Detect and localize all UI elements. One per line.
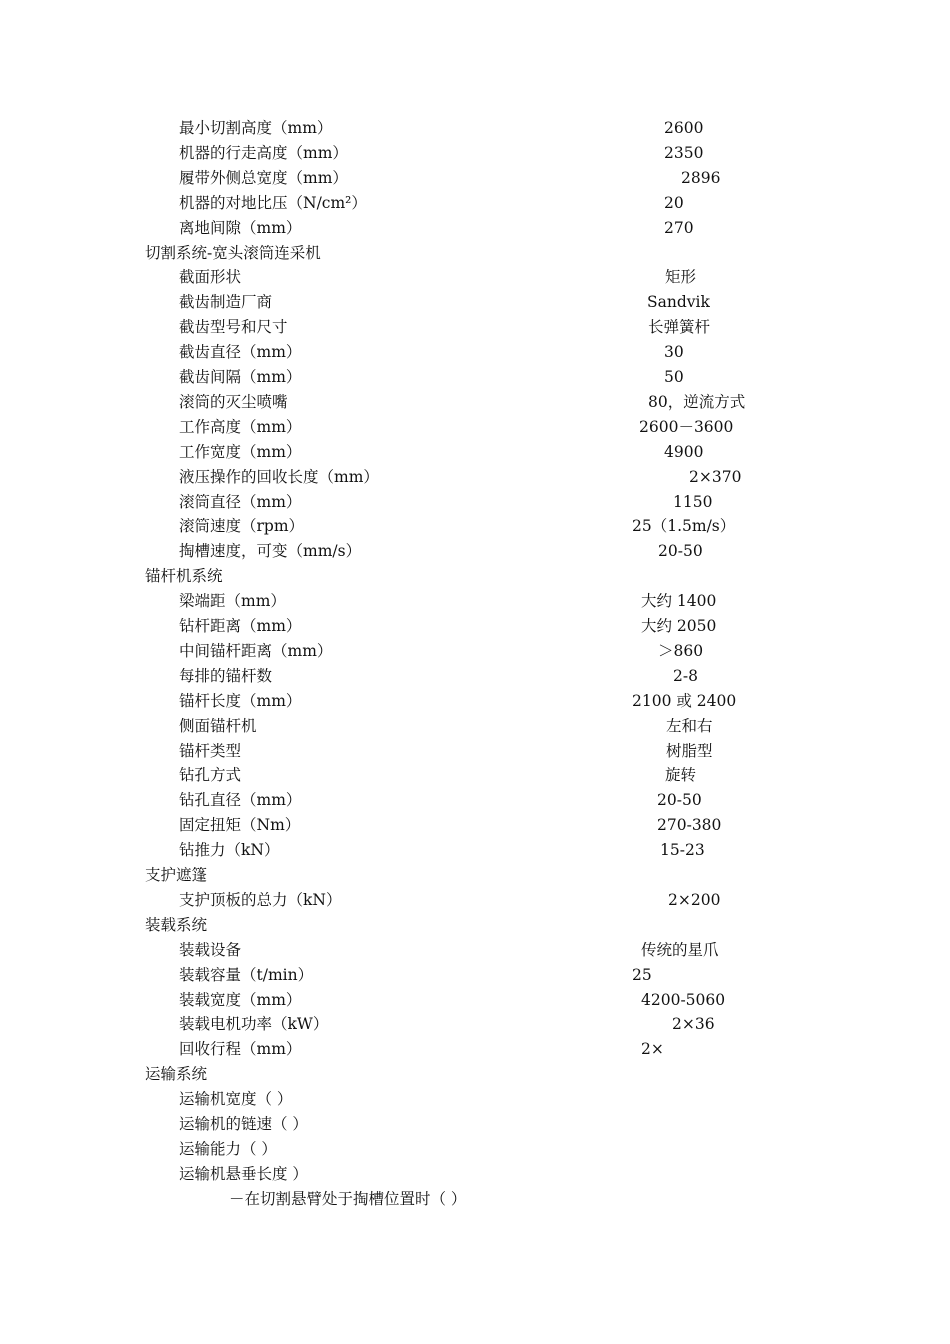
section-title: 锚杆机系统 [145, 567, 223, 586]
spec-row [0, 490, 950, 514]
spec-label: 截面形状 [179, 268, 242, 287]
spec-label: 滚筒的灭尘喷嘴 [179, 392, 288, 411]
spec-row [0, 166, 950, 190]
spec-row [0, 988, 950, 1012]
spec-label: 截齿型号和尺寸 [179, 318, 288, 337]
spec-label: 运输能力（ ） [179, 1139, 277, 1158]
spec-label: 掏槽速度，可变（mm/s） [179, 542, 362, 561]
spec-value: 大约 2050 [641, 617, 717, 635]
spec-row [0, 813, 950, 837]
spec-value: 270-380 [657, 816, 722, 835]
spec-label: －在切割悬臂处于掏槽位置时（ ） [229, 1189, 467, 1208]
spec-row [0, 639, 950, 663]
spec-value: 30 [664, 343, 684, 362]
spec-value: 2100 或 2400 [632, 691, 737, 710]
spec-label: 支护顶板的总力（kN） [179, 890, 342, 909]
spec-row [0, 1087, 950, 1111]
spec-row [0, 340, 950, 364]
spec-label: 中间锚杆距离（mm） [179, 641, 333, 660]
spec-value: 2× [641, 1040, 664, 1059]
spec-label: 机器的行走高度（mm） [179, 143, 348, 162]
spec-label: 工作宽度（mm） [179, 442, 302, 461]
spec-row [0, 838, 950, 862]
spec-row [0, 141, 950, 165]
spec-value: 矩形 [665, 268, 697, 287]
spec-row [0, 465, 950, 489]
spec-label: 装载宽度（mm） [179, 990, 302, 1009]
spec-row [0, 689, 950, 713]
spec-value: 2×370 [689, 467, 742, 486]
spec-label: 滚筒速度（rpm） [179, 517, 305, 536]
spec-label: 运输机的链速（ ） [179, 1115, 308, 1133]
spec-row [0, 1112, 950, 1136]
spec-row [0, 938, 950, 962]
spec-label: 工作高度（mm） [179, 417, 302, 436]
spec-value: 4200-5060 [641, 990, 726, 1009]
spec-value: 大约 1400 [641, 592, 717, 611]
spec-label: 液压操作的回收长度（mm） [179, 467, 379, 486]
section-title: 运输系统 [145, 1065, 208, 1084]
spec-row [0, 216, 950, 240]
spec-row [0, 963, 950, 987]
spec-value: 80，逆流方式 [648, 392, 746, 411]
spec-label: 梁端距（mm） [179, 592, 286, 611]
spec-value: 20-50 [658, 542, 703, 561]
spec-row [0, 390, 950, 414]
spec-label: 运输机宽度（ ） [179, 1090, 293, 1109]
spec-row [0, 365, 950, 389]
spec-row [0, 763, 950, 787]
spec-value: Sandvik [647, 293, 710, 312]
spec-label: 钻推力（kN） [179, 841, 280, 860]
spec-row [0, 1037, 950, 1061]
spec-label: 装载电机功率（kW） [179, 1015, 329, 1034]
section-heading [0, 863, 950, 887]
spec-label: 钻孔方式 [179, 766, 242, 785]
spec-value: 4900 [664, 442, 704, 461]
section-heading [0, 1062, 950, 1086]
spec-row [0, 539, 950, 563]
spec-row [0, 265, 950, 289]
spec-label: 滚筒直径（mm） [179, 492, 302, 511]
spec-row [0, 739, 950, 763]
spec-row [0, 1012, 950, 1036]
spec-label: 锚杆类型 [179, 741, 242, 760]
spec-value: 15-23 [660, 841, 705, 860]
spec-label: 钻杆距离（mm） [179, 617, 302, 635]
spec-value: 旋转 [665, 766, 697, 785]
section-heading [0, 241, 950, 265]
spec-value: 25（1.5m/s） [632, 517, 736, 536]
section-title: 装载系统 [145, 915, 208, 934]
spec-row [0, 415, 950, 439]
section-title: 支护遮篷 [145, 866, 208, 884]
spec-value: 2896 [681, 168, 721, 187]
spec-label: 固定扭矩（Nm） [179, 816, 301, 835]
spec-value: 25 [632, 965, 652, 984]
spec-value: 20 [664, 193, 684, 212]
spec-row [0, 315, 950, 339]
spec-label: 截齿直径（mm） [179, 343, 302, 362]
spec-value: 270 [664, 218, 694, 237]
spec-label: 截齿间隔（mm） [179, 368, 302, 386]
section-title: 切割系统-宽头滚筒连采机 [145, 243, 321, 262]
spec-label: 回收行程（mm） [179, 1040, 302, 1059]
spec-value: 2600 [664, 119, 704, 137]
section-heading [0, 913, 950, 937]
spec-row [0, 1137, 950, 1161]
spec-label: 锚杆长度（mm） [179, 691, 302, 710]
spec-label: 侧面锚杆机 [179, 716, 257, 735]
spec-row [0, 116, 950, 140]
spec-label: 最小切割高度（mm） [179, 119, 333, 137]
spec-label: 装载容量（t/min） [179, 965, 314, 984]
spec-row [0, 290, 950, 314]
spec-value: 2×200 [668, 890, 721, 909]
spec-row [0, 589, 950, 613]
spec-value: ＞860 [658, 641, 704, 660]
spec-label: 离地间隙（mm） [179, 218, 302, 237]
spec-label: 截齿制造厂商 [179, 293, 273, 312]
spec-value: 2-8 [673, 666, 698, 685]
spec-value: 长弹簧杆 [648, 318, 711, 337]
spec-value: 传统的星爪 [641, 940, 719, 959]
spec-label: 每排的锚杆数 [179, 666, 273, 685]
spec-label: 履带外侧总宽度（mm） [179, 168, 348, 187]
spec-row [0, 191, 950, 215]
spec-label: 装载设备 [179, 940, 242, 959]
spec-row [0, 614, 950, 638]
spec-label: 钻孔直径（mm） [179, 791, 302, 810]
spec-row [0, 664, 950, 688]
spec-label: 机器的对地比压（N/cm²） [179, 193, 367, 212]
spec-row [0, 888, 950, 912]
spec-value: 1150 [673, 492, 713, 511]
spec-value: 2600－3600 [639, 417, 734, 436]
spec-value: 2350 [664, 143, 704, 162]
spec-value: 50 [664, 368, 684, 386]
spec-row [0, 514, 950, 538]
spec-row [0, 1162, 950, 1186]
spec-value: 20-50 [657, 791, 702, 810]
spec-value: 树脂型 [666, 741, 713, 760]
spec-row [0, 1187, 950, 1211]
spec-row [0, 440, 950, 464]
spec-row [0, 714, 950, 738]
section-heading [0, 564, 950, 588]
spec-row [0, 788, 950, 812]
spec-value: 左和右 [666, 716, 713, 735]
spec-label: 运输机悬垂长度 ） [179, 1164, 308, 1183]
spec-value: 2×36 [672, 1015, 715, 1034]
